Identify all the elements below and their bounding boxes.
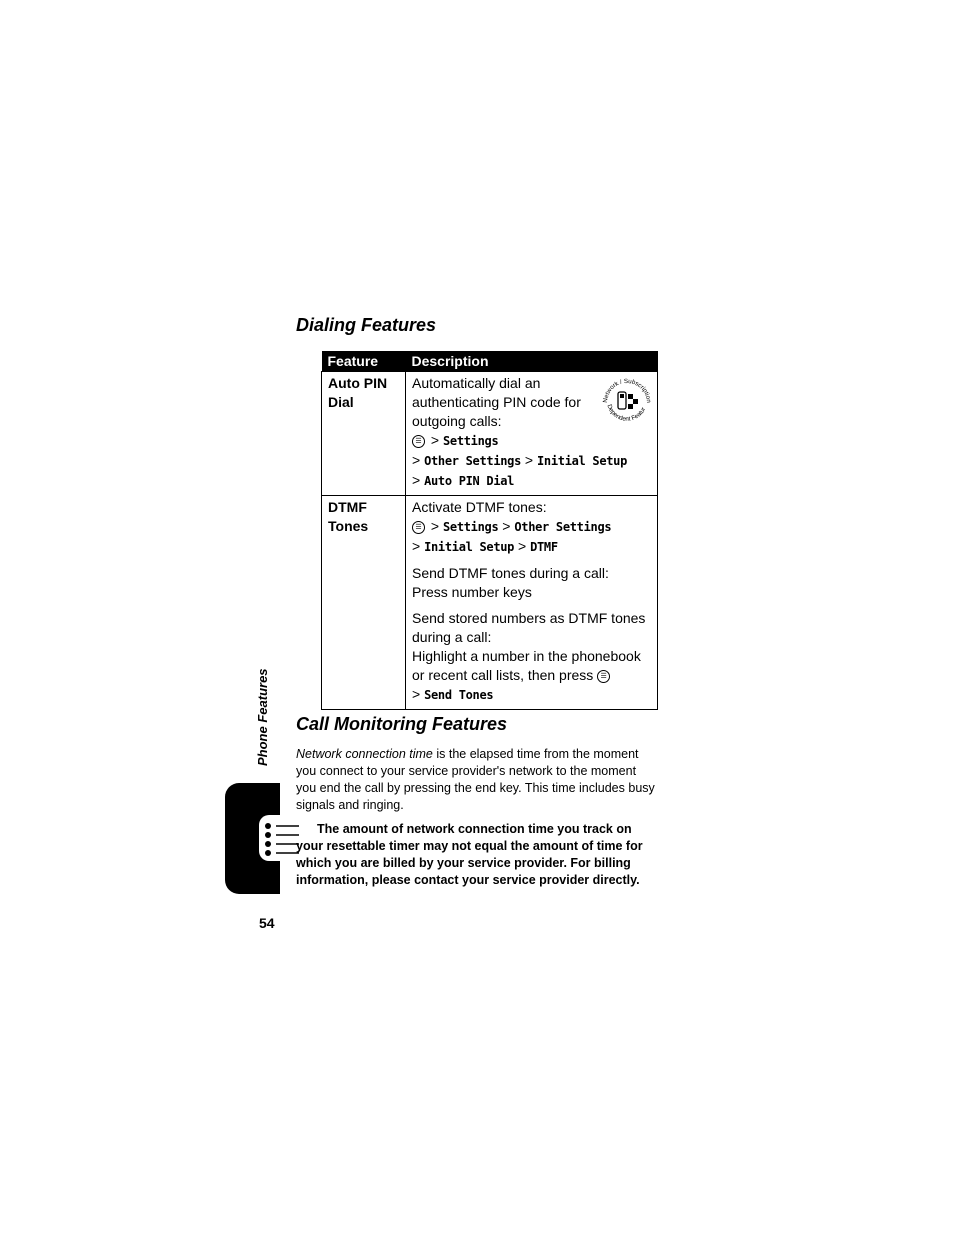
badge-top-text: Network / Subscription xyxy=(601,377,653,404)
description-text: Highlight a number in the phonebook xyxy=(412,648,641,664)
description-text: during a call: xyxy=(412,629,492,645)
svg-text:Network / Subscription xyxy=(602,378,652,404)
menu-path-item: Auto PIN Dial xyxy=(424,474,515,488)
feature-name: Dial xyxy=(328,394,354,410)
description-cell: Network / Subscription Dependent Featur Automatically dial an authenticating PIN code for outgoing calls: ☰ > Settings > Other Settings > Initial Setup > Auto PIN Dial xyxy=(406,372,658,496)
description-text: Press number keys xyxy=(412,584,532,600)
section-title-call-monitoring: Call Monitoring Features xyxy=(296,714,508,734)
menu-path-item: DTMF xyxy=(530,540,558,554)
menu-path-item: Initial Setup xyxy=(424,540,515,554)
menu-key-icon: ☰ xyxy=(597,670,610,683)
intro-paragraph xyxy=(296,746,658,814)
feature-name: Auto PIN xyxy=(328,375,388,391)
description-text: authenticating PIN code for xyxy=(412,394,581,410)
table-header-row xyxy=(322,351,658,372)
description-cell: Activate DTMF tones: ☰ > Settings > Other Settings > Initial Setup > DTMF Send DTMF tones during a call: Press number keys Send stored numbers as DTMF tones during a call: Highlight a number in the phonebook or recent call lists, then press ☰ > Send Tones xyxy=(406,496,658,710)
menu-path-item: Other Settings xyxy=(514,520,612,534)
column-header-description: Description xyxy=(406,351,658,372)
badge-bottom-text: Dependent Featur xyxy=(605,403,648,423)
note-paragraph: The amount of network connection time you track on your resettable timer may not equal the amount of time for which you are billed by your service provider. For billing information, please contact your service provider directly. xyxy=(296,822,643,887)
menu-key-icon: ☰ xyxy=(412,521,425,534)
menu-path-item: Settings xyxy=(442,520,499,534)
intro-term: Network connection time xyxy=(296,747,433,761)
description-text: outgoing calls: xyxy=(412,413,502,429)
section-title-dialing: Dialing Features xyxy=(296,315,437,335)
side-section-label: Phone Features xyxy=(255,668,270,766)
dialing-features-table xyxy=(321,351,658,710)
intro-text: is the elapsed time from the moment you connect to your service provider's network to the moment you end the call by pressing the end key. This time includes busy signals and ringing. xyxy=(296,747,655,812)
description-text: Send DTMF tones during a call: xyxy=(412,565,609,581)
feature-name: Tones xyxy=(328,518,369,534)
table-row xyxy=(322,496,658,710)
table-row xyxy=(322,372,658,496)
menu-path-item: Other Settings xyxy=(424,454,522,468)
menu-key-icon: ☰ xyxy=(412,435,425,448)
menu-path-item: Initial Setup xyxy=(537,454,628,468)
network-feature-icon xyxy=(599,373,655,429)
feature-name-cell xyxy=(322,496,406,710)
description-text: Activate DTMF tones: xyxy=(412,499,547,515)
feature-name: DTMF xyxy=(328,499,367,515)
description-text: Automatically dial an xyxy=(412,375,541,391)
menu-path-item: Settings xyxy=(442,434,499,448)
column-header-feature: Feature xyxy=(322,351,406,372)
menu-path-item: Send Tones xyxy=(424,688,494,702)
description-text: or recent call lists, then press xyxy=(412,667,594,683)
feature-name-cell xyxy=(322,372,406,496)
description-text: Send stored numbers as DTMF tones xyxy=(412,610,646,626)
page-number: 54 xyxy=(259,915,275,931)
